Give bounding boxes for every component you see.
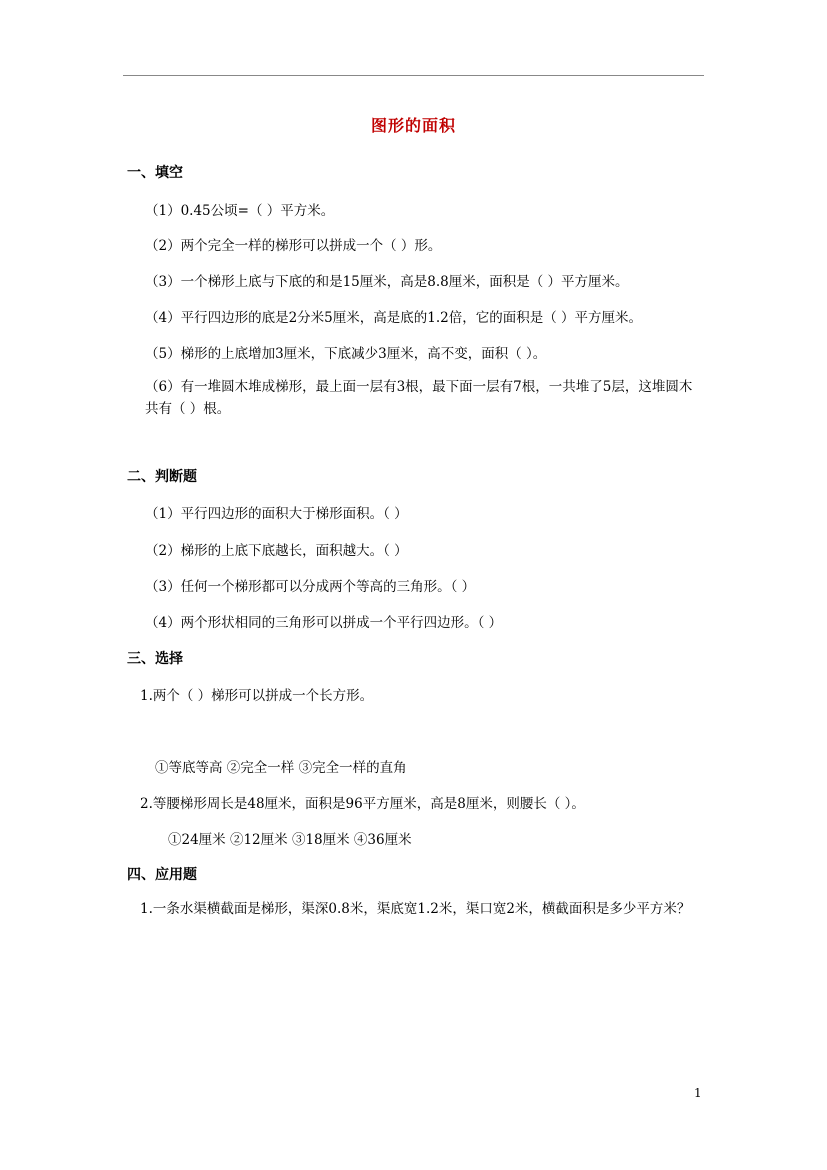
fill-blank-item-6: （6）有一堆圆木堆成梯形，最上面一层有3根，最下面一层有7根，一共堆了5层，这堆圆木共有（ ）根。 xyxy=(145,379,693,417)
section-heading-choice: 三、选择 xyxy=(127,651,183,667)
true-false-item-1: （1）平行四边形的面积大于梯形面积。（ ） xyxy=(145,506,408,522)
section-heading-fill-blank: 一、填空 xyxy=(127,165,183,181)
section-heading-application: 四、应用题 xyxy=(127,867,197,883)
page-number: 1 xyxy=(694,1086,702,1100)
true-false-item-2: （2）梯形的上底下底越长，面积越大。（ ） xyxy=(145,543,408,559)
choice-options-2: ①24厘米 ②12厘米 ③18厘米 ④36厘米 xyxy=(168,832,412,848)
true-false-item-3: （3）任何一个梯形都可以分成两个等高的三角形。（ ） xyxy=(145,579,476,595)
choice-question-2: 2.等腰梯形周长是48厘米，面积是96平方厘米，高是8厘米，则腰长（ ）。 xyxy=(140,796,585,812)
fill-blank-item-4: （4）平行四边形的底是2分米5厘米，高是底的1.2倍，它的面积是（ ）平方厘米。 xyxy=(145,310,643,326)
fill-blank-item-5: （5）梯形的上底增加3厘米，下底减少3厘米，高不变，面积（ ）。 xyxy=(145,346,547,362)
fill-blank-item-2: （2）两个完全一样的梯形可以拼成一个（ ）形。 xyxy=(145,238,442,254)
choice-options-1: ①等底等高 ②完全一样 ③完全一样的直角 xyxy=(155,760,407,776)
fill-blank-item-1: （1）0.45公顷=（ ）平方米。 xyxy=(145,203,335,219)
true-false-item-4: （4）两个形状相同的三角形可以拼成一个平行四边形。（ ） xyxy=(145,615,503,631)
fill-blank-item-3: （3）一个梯形上底与下底的和是15厘米，高是8.8厘米，面积是（ ）平方厘米。 xyxy=(145,274,629,290)
choice-question-1: 1.两个（ ）梯形可以拼成一个长方形。 xyxy=(140,688,374,704)
header-rule xyxy=(123,75,704,76)
application-question-1: 1.一条水渠横截面是梯形，渠深0.8米，渠底宽1.2米，渠口宽2米，横截面积是多少平方米？ xyxy=(140,901,691,917)
section-heading-true-false: 二、判断题 xyxy=(127,469,197,485)
page-title: 图形的面积 xyxy=(370,116,456,135)
